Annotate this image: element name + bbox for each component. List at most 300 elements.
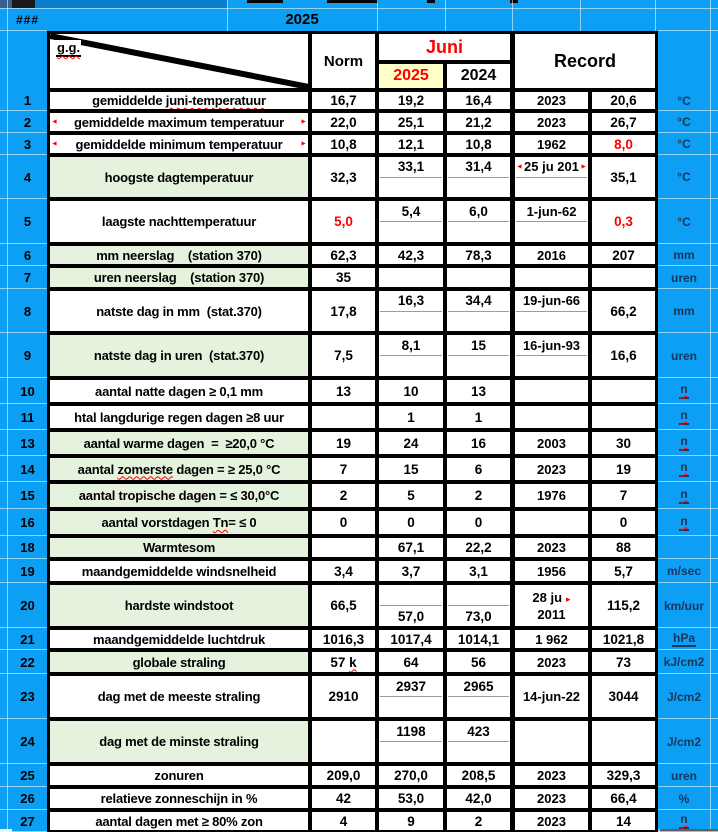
- cell-value: 0: [619, 515, 628, 530]
- cell-record-year[interactable]: [512, 764, 590, 787]
- sub-cell: [447, 312, 510, 332]
- cell-unit[interactable]: [658, 674, 710, 719]
- cell-norm[interactable]: [310, 583, 377, 628]
- cell-2024-value[interactable]: [445, 430, 512, 456]
- cell-2025-value[interactable]: [377, 289, 445, 333]
- cell-2025-value[interactable]: [377, 810, 445, 832]
- cell-row-number[interactable]: 6: [23, 247, 32, 263]
- cell-record-year[interactable]: [512, 810, 590, 832]
- cell-norm[interactable]: [310, 456, 377, 482]
- sub-cell: [379, 606, 443, 626]
- cell-unit[interactable]: [658, 482, 710, 509]
- cell-norm[interactable]: [310, 111, 377, 133]
- cell-record-year[interactable]: [512, 244, 590, 266]
- record-date: 28 ju ▸ 2011: [532, 589, 571, 622]
- cell-row-number[interactable]: 22: [20, 654, 35, 670]
- cell-record-value[interactable]: [590, 719, 658, 764]
- cell-norm[interactable]: [310, 764, 377, 787]
- sub-cell: [515, 291, 588, 311]
- cell-norm[interactable]: [310, 650, 377, 674]
- cell-unit[interactable]: [658, 430, 710, 456]
- cell-norm[interactable]: [310, 430, 377, 456]
- cell-2025-value[interactable]: [377, 266, 445, 289]
- cell-record-value[interactable]: [590, 559, 658, 583]
- cell-norm[interactable]: [310, 266, 377, 289]
- cell-norm[interactable]: [310, 719, 377, 764]
- cell-value: 1014,1: [457, 631, 500, 647]
- cell-value: 12,1: [397, 136, 425, 152]
- cell-unit[interactable]: [658, 244, 710, 266]
- cell-2025-value[interactable]: [377, 333, 445, 378]
- cell-label[interactable]: [47, 111, 310, 133]
- cell-norm[interactable]: [310, 155, 377, 199]
- cell-value: 88: [615, 540, 632, 555]
- grid-line: [580, 0, 581, 31]
- cell-row-number[interactable]: 24: [20, 734, 35, 749]
- cell-value: 2003: [537, 435, 566, 451]
- cell-2024-value[interactable]: [445, 244, 512, 266]
- cell-unit[interactable]: [658, 133, 710, 155]
- cell-norm[interactable]: [310, 628, 377, 650]
- cell-label[interactable]: [47, 430, 310, 456]
- sub-cell: [447, 721, 510, 741]
- cell-row-number[interactable]: 20: [20, 598, 35, 613]
- cell-record-year[interactable]: [512, 456, 590, 482]
- label-text: Warmtesom: [142, 540, 216, 555]
- cell-norm[interactable]: [310, 90, 377, 111]
- sub-cell: [379, 291, 443, 311]
- unit-text: mm: [673, 248, 695, 262]
- cell-label[interactable]: [47, 199, 310, 244]
- cell-row-number[interactable]: 8: [23, 303, 32, 319]
- cell-record-value[interactable]: [590, 133, 658, 155]
- unit-text: m/sec: [666, 564, 702, 578]
- cell-2024-value[interactable]: [445, 90, 512, 111]
- cell-value: 19-jun-66: [522, 293, 581, 309]
- cell-record-value[interactable]: [590, 333, 658, 378]
- cell-2024-value[interactable]: [445, 378, 512, 404]
- cell-2024-value[interactable]: [445, 199, 512, 244]
- cell-label[interactable]: [47, 787, 310, 810]
- cell-label[interactable]: [47, 719, 310, 764]
- cell-2024-value[interactable]: [445, 536, 512, 559]
- cell-norm[interactable]: [310, 787, 377, 810]
- cell-record-value[interactable]: [590, 155, 658, 199]
- cell-norm[interactable]: [310, 536, 377, 559]
- cell-record-value[interactable]: [590, 244, 658, 266]
- year-title-cell[interactable]: 2025: [285, 11, 319, 28]
- cell-record-year[interactable]: [512, 583, 590, 628]
- cell-unit[interactable]: [658, 289, 710, 333]
- cell-2025-value[interactable]: [377, 430, 445, 456]
- cell-record-year[interactable]: [512, 559, 590, 583]
- sub-cell: [447, 606, 510, 626]
- cell-norm[interactable]: [310, 333, 377, 378]
- label-text: hardste windstoot: [124, 598, 234, 613]
- cell-2024-value[interactable]: [445, 764, 512, 787]
- cell-record-value[interactable]: [590, 289, 658, 333]
- cell-row-number[interactable]: 11: [20, 409, 35, 425]
- cell-2025-value[interactable]: [377, 155, 445, 199]
- cell-2025-value[interactable]: [377, 674, 445, 719]
- cell-norm[interactable]: [310, 674, 377, 719]
- sub-cell: [379, 157, 443, 177]
- cell-record-year[interactable]: [512, 719, 590, 764]
- sub-cell: [447, 742, 510, 762]
- cell-label[interactable]: [47, 133, 310, 155]
- sub-cell: [515, 178, 588, 198]
- cell-row-number[interactable]: 21: [20, 631, 35, 647]
- cell-record-value[interactable]: [590, 628, 658, 650]
- cell-2025-value[interactable]: [377, 133, 445, 155]
- cell-unit[interactable]: [658, 719, 710, 764]
- sub-cell: [447, 676, 510, 696]
- cell-norm[interactable]: [310, 244, 377, 266]
- cell-value: 9: [407, 813, 415, 829]
- cell-unit[interactable]: [658, 509, 710, 536]
- cell-unit[interactable]: [658, 764, 710, 787]
- label-text: aantal tropische dagen = ≤ 30,0°C: [78, 488, 280, 503]
- cell-value: 0: [407, 515, 415, 530]
- cell-value: 16,6: [610, 348, 637, 363]
- cell-value: 26,7: [610, 114, 637, 130]
- cell-2025-value[interactable]: [377, 509, 445, 536]
- cell-label[interactable]: [47, 536, 310, 559]
- cell-value: 2937: [395, 678, 427, 694]
- cell-2025-value[interactable]: [377, 199, 445, 244]
- cell-record-value[interactable]: [590, 650, 658, 674]
- cell-2024-value[interactable]: [445, 810, 512, 832]
- cell-value: 42: [335, 791, 352, 806]
- cell-value: 2023: [537, 461, 566, 477]
- cell-record-value[interactable]: [590, 536, 658, 559]
- cell-row-number[interactable]: 9: [23, 348, 32, 363]
- cell-record-value[interactable]: [590, 456, 658, 482]
- cell-value: 66,4: [610, 791, 637, 806]
- label-text: relatieve zonneschijn in %: [100, 791, 258, 806]
- cell-row-number[interactable]: 5: [23, 214, 32, 229]
- cell-unit[interactable]: [658, 266, 710, 289]
- unit-text: °C: [677, 214, 691, 229]
- record-column-header[interactable]: Record: [512, 31, 658, 90]
- cell-value: 66,2: [610, 303, 637, 319]
- cell-label[interactable]: [47, 628, 310, 650]
- sub-cell: [447, 222, 510, 242]
- cell-label[interactable]: [47, 810, 310, 832]
- cell-record-year[interactable]: [512, 333, 590, 378]
- cell-norm[interactable]: [310, 810, 377, 832]
- cell-2024-value[interactable]: [445, 333, 512, 378]
- cell-value: 57,0: [397, 608, 425, 624]
- cell-label[interactable]: [47, 333, 310, 378]
- sub-cell: [379, 742, 443, 762]
- gg-label: g.g.: [57, 40, 81, 55]
- cell-unit[interactable]: [658, 111, 710, 133]
- cell-record-year[interactable]: [512, 133, 590, 155]
- overflow-marker-left: ◄: [516, 163, 523, 171]
- cell-label[interactable]: [47, 456, 310, 482]
- cell-label[interactable]: [47, 674, 310, 719]
- cell-value: 19,2: [397, 93, 425, 108]
- cell-row-number[interactable]: 10: [20, 383, 35, 399]
- cell-value: 10,8: [330, 136, 357, 152]
- cell-label[interactable]: [47, 559, 310, 583]
- cell-record-value[interactable]: [590, 509, 658, 536]
- cell-record-value[interactable]: [590, 90, 658, 111]
- cell-2024-value[interactable]: [445, 482, 512, 509]
- cell-unit[interactable]: [658, 650, 710, 674]
- cell-unit[interactable]: [658, 378, 710, 404]
- cell-label[interactable]: [47, 289, 310, 333]
- cell-2024-value[interactable]: [445, 628, 512, 650]
- cell-value: 2: [474, 813, 483, 829]
- border-remnant: [427, 0, 435, 3]
- cell-record-year[interactable]: [512, 430, 590, 456]
- cell-2025-value[interactable]: [377, 111, 445, 133]
- cell-row-number[interactable]: 23: [20, 689, 35, 704]
- cell-record-value[interactable]: [590, 430, 658, 456]
- cell-value: 13: [335, 383, 352, 399]
- cell-row-number[interactable]: 26: [20, 791, 35, 806]
- cell-2024-value[interactable]: [445, 133, 512, 155]
- cell-row-number[interactable]: 27: [20, 813, 35, 829]
- label-text: aantal zomerste dagen = ≥ 25,0 °C: [77, 461, 281, 477]
- cell-2024-value[interactable]: [445, 787, 512, 810]
- cell-2024-value[interactable]: [445, 456, 512, 482]
- cell-label[interactable]: [47, 482, 310, 509]
- cell-record-value[interactable]: [590, 404, 658, 430]
- cell-record-value[interactable]: [590, 266, 658, 289]
- year-2025-column-header[interactable]: 2025: [377, 62, 445, 90]
- cell-row-number[interactable]: 19: [20, 563, 35, 579]
- cell-2024-value[interactable]: [445, 509, 512, 536]
- cell-norm[interactable]: [310, 199, 377, 244]
- unit-text: n: [679, 488, 688, 504]
- cell-row-number[interactable]: 13: [20, 435, 35, 451]
- cell-row-number[interactable]: 15: [20, 488, 35, 503]
- juni-column-header[interactable]: Juni: [377, 31, 512, 62]
- cell-row-number[interactable]: 2: [23, 114, 32, 130]
- cell-2025-value[interactable]: [377, 787, 445, 810]
- cell-2024-value[interactable]: [445, 111, 512, 133]
- cell-record-value[interactable]: [590, 787, 658, 810]
- cell-value: 19: [615, 461, 632, 477]
- grid-line: [377, 0, 378, 31]
- cell-norm[interactable]: [310, 482, 377, 509]
- cell-value: 115,2: [606, 598, 641, 613]
- cell-2024-value[interactable]: [445, 650, 512, 674]
- cell-norm[interactable]: [310, 509, 377, 536]
- cell-value: 423: [467, 723, 490, 739]
- cell-record-year[interactable]: [512, 650, 590, 674]
- cell-norm[interactable]: [310, 289, 377, 333]
- cell-2024-value[interactable]: [445, 404, 512, 430]
- cell-unit[interactable]: [658, 456, 710, 482]
- cell-2025-value[interactable]: [377, 583, 445, 628]
- cell-record-year[interactable]: [512, 482, 590, 509]
- cell-2024-value[interactable]: [445, 266, 512, 289]
- cell-label[interactable]: [47, 583, 310, 628]
- cell-record-value[interactable]: [590, 111, 658, 133]
- cell-2025-value[interactable]: [377, 559, 445, 583]
- cell-2024-value[interactable]: [445, 719, 512, 764]
- cell-2024-value[interactable]: [445, 583, 512, 628]
- top-strip-selected: [35, 0, 227, 8]
- cell-2025-value[interactable]: [377, 244, 445, 266]
- cell-2024-value[interactable]: [445, 155, 512, 199]
- cell-unit[interactable]: [658, 199, 710, 244]
- cell-row-number[interactable]: 14: [20, 461, 35, 477]
- cell-2025-value[interactable]: [377, 628, 445, 650]
- cell-row-header-overflow[interactable]: ###: [15, 12, 40, 27]
- cell-value: 207: [612, 247, 635, 263]
- cell-value: 13: [470, 383, 487, 399]
- cell-value: 14: [615, 813, 632, 829]
- cell-unit[interactable]: [658, 810, 710, 832]
- cell-unit[interactable]: [658, 404, 710, 430]
- cell-2024-value[interactable]: [445, 674, 512, 719]
- cell-norm[interactable]: [310, 133, 377, 155]
- cell-label[interactable]: [47, 90, 310, 111]
- grid-line: [512, 0, 513, 31]
- cell-row-number[interactable]: 1: [23, 93, 32, 108]
- label-text: aantal vorstdagen Tn= ≤ 0: [101, 515, 257, 530]
- label-text: aantal dagen met ≥ 80% zon: [95, 813, 263, 829]
- unit-text: %: [678, 791, 690, 806]
- cell-record-year[interactable]: [512, 628, 590, 650]
- cell-row-number[interactable]: 18: [20, 540, 35, 555]
- cell-row-number[interactable]: 3: [23, 136, 32, 152]
- cell-unit[interactable]: [658, 536, 710, 559]
- cell-2025-value[interactable]: [377, 482, 445, 509]
- cell-label[interactable]: [47, 155, 310, 199]
- cell-value: 2023: [537, 540, 566, 555]
- cell-record-year[interactable]: [512, 674, 590, 719]
- cell-record-year[interactable]: [512, 378, 590, 404]
- sub-cell: [379, 721, 443, 741]
- cell-record-value[interactable]: [590, 810, 658, 832]
- cell-value: 16,7: [330, 93, 357, 108]
- cell-2025-value[interactable]: [377, 404, 445, 430]
- cell-unit[interactable]: [658, 583, 710, 628]
- cell-label[interactable]: [47, 509, 310, 536]
- cell-record-year[interactable]: [512, 111, 590, 133]
- cell-record-year[interactable]: [512, 509, 590, 536]
- grid-line: [655, 0, 656, 31]
- sub-cell: [447, 201, 510, 221]
- cell-2025-value[interactable]: [377, 456, 445, 482]
- cell-record-year[interactable]: [512, 404, 590, 430]
- cell-record-value[interactable]: [590, 764, 658, 787]
- cell-value: 7: [339, 461, 348, 477]
- cell-2025-value[interactable]: [377, 90, 445, 111]
- cell-row-number[interactable]: 7: [23, 270, 32, 285]
- cell-value: 42,0: [465, 791, 492, 806]
- cell-2025-value[interactable]: [377, 378, 445, 404]
- year-2024-column-header[interactable]: 2024: [445, 62, 512, 90]
- cell-2025-value[interactable]: [377, 719, 445, 764]
- cell-unit[interactable]: [658, 333, 710, 378]
- cell-2025-value[interactable]: [377, 536, 445, 559]
- gg-header-cell[interactable]: [47, 31, 310, 90]
- cell-2024-value[interactable]: [445, 559, 512, 583]
- cell-record-year[interactable]: [512, 266, 590, 289]
- cell-value: 16,3: [397, 293, 425, 309]
- sub-cell: [447, 356, 510, 376]
- cell-norm[interactable]: [310, 559, 377, 583]
- unit-text: n: [679, 409, 688, 425]
- cell-record-year[interactable]: [512, 536, 590, 559]
- cell-2024-value[interactable]: [445, 289, 512, 333]
- cell-row-number[interactable]: 4: [23, 169, 32, 185]
- cell-record-value[interactable]: [590, 378, 658, 404]
- cell-value: 22,2: [465, 540, 492, 555]
- cell-record-value[interactable]: [590, 199, 658, 244]
- cell-unit[interactable]: [658, 90, 710, 111]
- cell-label[interactable]: [47, 404, 310, 430]
- cell-value: 25,1: [397, 114, 425, 130]
- cell-unit[interactable]: [658, 155, 710, 199]
- cell-unit[interactable]: [658, 628, 710, 650]
- overflow-marker-right: ▸: [566, 593, 571, 604]
- norm-column-header[interactable]: Norm: [310, 31, 377, 90]
- cell-record-value[interactable]: [590, 674, 658, 719]
- label-text: aantal natte dagen ≥ 0,1 mm: [95, 383, 263, 399]
- cell-value: 66,5: [330, 598, 357, 613]
- cell-row-number[interactable]: 25: [20, 768, 35, 783]
- cell-2025-value[interactable]: [377, 764, 445, 787]
- cell-2025-value[interactable]: [377, 650, 445, 674]
- cell-record-year[interactable]: [512, 787, 590, 810]
- cell-record-year[interactable]: [512, 155, 590, 199]
- cell-unit[interactable]: [658, 559, 710, 583]
- cell-row-number[interactable]: 16: [20, 515, 35, 530]
- cell-value: 19: [335, 435, 352, 451]
- cell-value: 6: [474, 461, 483, 477]
- cell-value: 1956: [537, 563, 566, 579]
- cell-value: 15: [403, 461, 419, 477]
- sub-cell: [379, 335, 443, 355]
- unit-text: J/cm2: [666, 689, 702, 704]
- unit-text: °C: [677, 137, 691, 151]
- cell-record-value[interactable]: [590, 482, 658, 509]
- cell-label[interactable]: [47, 266, 310, 289]
- cell-record-value[interactable]: [590, 583, 658, 628]
- cell-value: 34,4: [465, 293, 492, 309]
- cell-unit[interactable]: [658, 787, 710, 810]
- cell-value: 35: [335, 270, 352, 285]
- cell-label[interactable]: [47, 650, 310, 674]
- cell-norm[interactable]: [310, 404, 377, 430]
- cell-value: 10,8: [465, 136, 492, 152]
- cell-value: 10: [403, 383, 419, 399]
- cell-record-year[interactable]: [512, 199, 590, 244]
- cell-norm[interactable]: [310, 378, 377, 404]
- cell-label[interactable]: [47, 378, 310, 404]
- label-text: maandgemiddelde windsnelheid: [81, 563, 277, 579]
- label-text: mm neerslag (station 370): [96, 247, 262, 263]
- cell-label[interactable]: [47, 244, 310, 266]
- sub-cell: [515, 335, 588, 355]
- cell-value: 5: [407, 488, 415, 503]
- grid-line: [445, 0, 446, 31]
- cell-label[interactable]: [47, 764, 310, 787]
- sub-cell: [515, 157, 588, 177]
- cell-record-year[interactable]: [512, 289, 590, 333]
- label-text: gemiddelde minimum temperatuur: [75, 136, 283, 152]
- sub-cell: [447, 157, 510, 177]
- cell-record-year[interactable]: [512, 90, 590, 111]
